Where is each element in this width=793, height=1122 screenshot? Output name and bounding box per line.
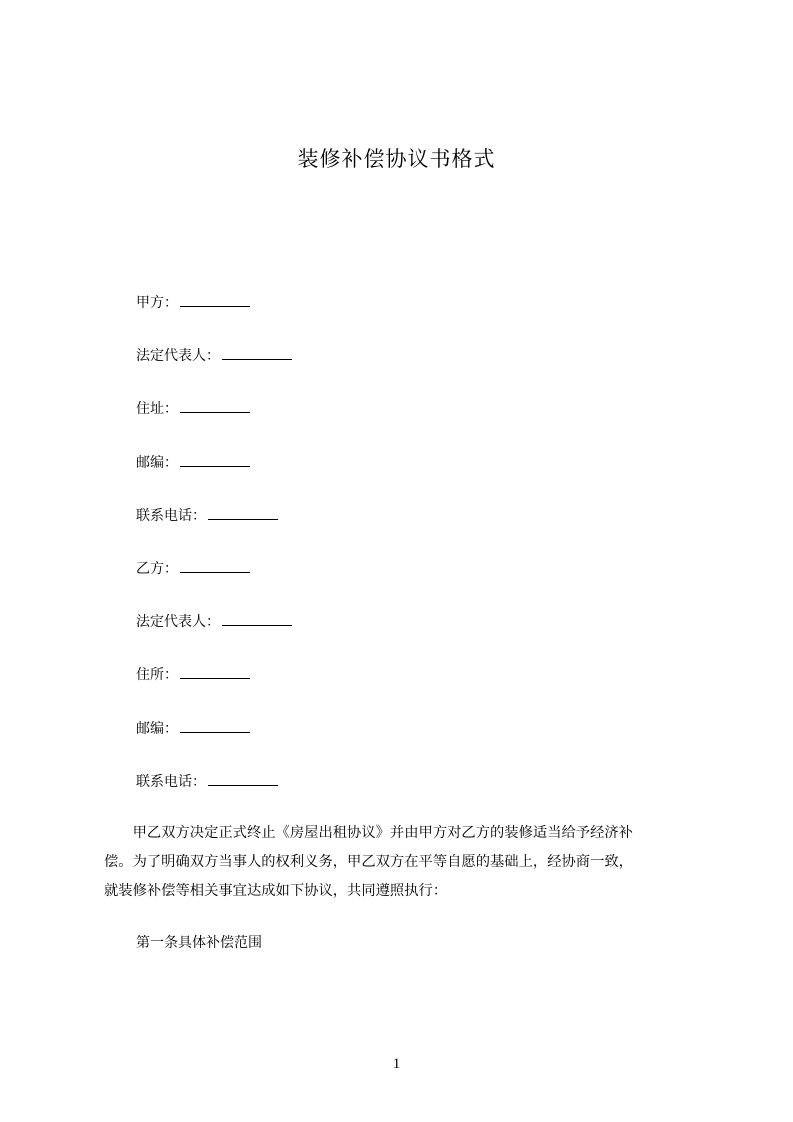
- party-a-field: [136, 292, 250, 313]
- paragraph-line: 就装修补偿等相关事宜达成如下协议，共同遵照执行：: [104, 883, 448, 899]
- field-label: 邮编：: [136, 721, 178, 737]
- field-label: 邮编：: [136, 455, 178, 471]
- fill-in-blank: [208, 505, 278, 520]
- paragraph-line: 甲乙双方决定正式终止《房屋出租协议》并由甲方对乙方的装修适当给予经济补: [104, 825, 633, 841]
- paragraph-line: 偿。为了明确双方当事人的权利义务，甲乙双方在平等自愿的基础上，经协商一致，: [104, 854, 633, 870]
- fill-in-blank: [208, 771, 278, 786]
- party-a-address-field: [136, 398, 250, 419]
- party-b-field: [136, 558, 250, 579]
- field-label: 联系电话：: [136, 774, 206, 790]
- fill-in-blank: [222, 611, 292, 626]
- field-label: 联系电话：: [136, 508, 206, 524]
- field-label: 住所：: [136, 667, 178, 683]
- party-a-postcode-field: [136, 452, 250, 473]
- intro-paragraph: [104, 819, 714, 906]
- document-title: 装修补偿协议书格式: [297, 147, 496, 171]
- party-a-legal-rep-field: [136, 345, 292, 366]
- fill-in-blank: [222, 345, 292, 360]
- party-b-postcode-field: [136, 718, 250, 739]
- field-label: 甲方：: [136, 295, 178, 311]
- fill-in-blank: [180, 718, 250, 733]
- section-heading: 第一条具体补偿范围: [136, 935, 262, 951]
- fill-in-blank: [180, 292, 250, 307]
- field-label: 住址：: [136, 401, 178, 417]
- party-a-phone-field: [136, 505, 278, 526]
- party-b-legal-rep-field: [136, 611, 292, 632]
- field-label: 乙方：: [136, 561, 178, 577]
- party-b-phone-field: [136, 771, 278, 792]
- party-b-address-field: [136, 664, 250, 685]
- field-label: 法定代表人：: [136, 614, 220, 630]
- fill-in-blank: [180, 452, 250, 467]
- fill-in-blank: [180, 398, 250, 413]
- page-number: 1: [392, 1056, 401, 1072]
- field-label: 法定代表人：: [136, 348, 220, 364]
- fill-in-blank: [180, 558, 250, 573]
- fill-in-blank: [180, 664, 250, 679]
